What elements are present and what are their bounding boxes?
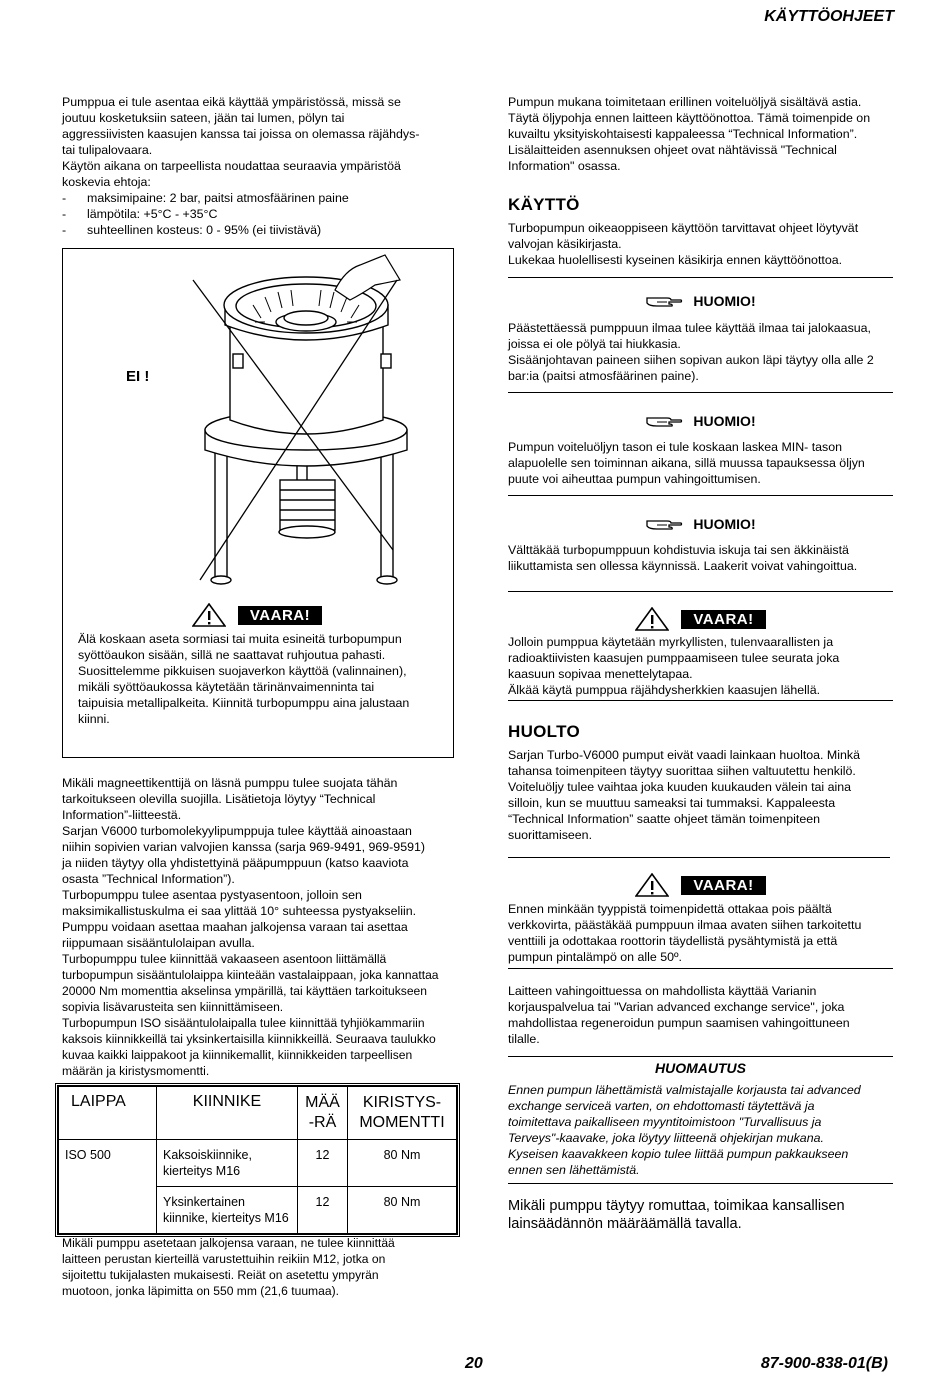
kaytto-heading: KÄYTTÖ [508, 195, 580, 214]
vaara1-text: Jolloin pumppua käytetään myrkyllisten, tulenvaarallisten ja radioaktiivisten kaasujen pumppaamiseen tulee seurata joka kaasuun sopivaa menettelytapaa. Älkää käytä pumppua räjähdysherkkien kaasujen lähellä. [508, 635, 840, 697]
table-header: KIRISTYS- MOMENTTI [348, 1087, 457, 1140]
table-header: LAIPPA [59, 1087, 157, 1140]
disposal-text: Mikäli pumppu täytyy romuttaa, toimikaa kansallisen lainsäädännön määräämällä tavalla. [508, 1198, 845, 1232]
page-number: 20 [465, 1355, 483, 1372]
document-code: 87-900-838-01(B) [760, 1355, 888, 1372]
table-cell: Yksinkertainen kiinnike, kierteitys M16 [157, 1187, 298, 1234]
divider [508, 277, 893, 278]
huomio-heading: HUOMIO! [508, 290, 893, 312]
vaara2-text: Ennen minkään tyyppistä toimenpidettä ottakaa pois päältä verkkovirta, päästäkää pumppuun ilmaa avaten siihen tarkoitettu venttiili ja odottakaa roottorin täydellistä pysähtymistä ja että pumpun pintalämpö on alle 50º. [508, 902, 862, 964]
right-intro: Pumpun mukana toimitetaan erillinen voiteluöljyä sisältävä astia. Täytä öljypohja ennen laitteen käyttöönottoa. Tämä toimenpide on kuvailtu yksityiskohtaisesti kappaleessa “Technical Information”. Lisälaitteiden asennuksen ohjeet ovat nähtävissä "Technical Information" osassa. [508, 95, 871, 173]
flange-table-wrapper [55, 1083, 460, 1237]
divider [508, 700, 893, 701]
divider [508, 591, 893, 592]
huolto-heading: HUOLTO [508, 722, 580, 741]
table-cell: 80 Nm [348, 1140, 457, 1187]
kaytto-text: Turbopumpun oikeaoppiseen käyttöön tarvittavat ohjeet löytyvät valvojan käsikirjasta. Lukekaa huolellisesti kyseinen käsikirja ennen käyttöönottoa. [508, 221, 859, 267]
right-vaara-heading [508, 607, 893, 631]
pump-leg [381, 450, 393, 580]
note2-text: Pumpun voiteluöljyn tason ei tule koskaan laskea MIN- tason alapuolelle sen toiminnan aikana, sillä muussa tapauksessa öljyn puute voi aiheuttaa pumpun vahingoittumisen. [508, 440, 865, 486]
huomautus-heading: HUOMAUTUS [655, 1060, 746, 1076]
divider [508, 1056, 893, 1057]
pointing-hand-icon [645, 292, 683, 310]
table-cell: 80 Nm [348, 1187, 457, 1234]
divider [508, 392, 893, 393]
table-cell: ISO 500 [59, 1140, 157, 1187]
left-body-text: Mikäli magneettikenttijä on läsnä pumppu tulee suojata tähän tarkoitukseen olevilla suojilla. Lisätietoja löytyy “Technical Information”-liitteestä. Sarjan V6000 turbomolekyylipumppuja tulee käyttää ainoastaan niihin sopivien varian valvojien kanssa (sarja 969-9491, 969-9591) ja niiden täytyy olla yhdistettyinä pääpumppuun (katso kaaviota osasta ”Technical Information”). Turbopumppu tulee asentaa pystyasentoon, jolloin sen maksimikallistuskulma ei saa ylittää 10° suhteessa pystyakseliin. Pumppu voidaan asettaa maahan jalkojensa varaan tai asettaa riippumaan sisääntulolaipan avulla. [62, 776, 425, 950]
divider [508, 495, 893, 496]
warning-triangle-icon [192, 603, 226, 627]
table-row [59, 1187, 457, 1234]
warning-triangle-icon [635, 873, 669, 897]
vaara-badge: VAARA! [681, 610, 765, 629]
left-body-text-small: Turbopumppu tulee kiinnittää vakaaseen asentoon liittämällä turbopumpun sisääntulolaippa kiinteään vastalaippaan, joka kannattaa 20000 Nm momenttia akselinsa ympärillä, tai käyttäen tarkoitukseen sopivia lisävarusteita sen kiinnittämiseen. Turbopumpun ISO sisääntulolaipalla tulee kiinnittää tyhjiökammariin kaksois kiinnikkeillä tai yksinkertaisilla kiinnikkeillä. Seuraava taulukko kuvaa kaikki laippakoot ja kiinnikemallit, kiinnikkeiden tarpeellisen määrän ja kiristysmomentti. [62, 952, 439, 1078]
huomio-heading: HUOMIO! [508, 410, 893, 432]
table-header: KIINNIKE [157, 1087, 298, 1140]
divider [508, 968, 893, 969]
pump-leg [215, 450, 227, 580]
turbopump-illustration [185, 250, 425, 590]
note3-text: Välttäkää turbopumppuun kohdistuvia iskuja tai sen äkkinäistä liikuttamista sen ollessa käynnissä. Laakerit voivat vahingoittua. [508, 543, 858, 573]
left-intro: Pumppua ei tule asentaa eikä käyttää ympäristössä, missä se joutuu kosketuksiin sateen, jään tai lumen, pölyn tai aggressiivisten kaasujen kanssa tai joissa on olemassa räjähdys- tai tulipalovaara. Käytön aikana on tarpeellista noudattaa seuraavia ympäristöä koskevia ehtoja: [62, 95, 420, 189]
vaara-badge: VAARA! [681, 876, 765, 895]
flange-table [58, 1086, 457, 1234]
left-vaara-text: Älä koskaan aseta sormiasi tai muita esineitä turbopumpun syöttöaukon sisään, sillä ne saattavat ruhjoutua pahasti. Suosittelemme pikkuisen suojaverkon käyttöä (valinnainen), mikäli syöttöaukossa käytetään tärinänvaimenninta tai taipuisia metallipalkeita. Kiinnitä turbopumppu aina jalustaan kiinni. [78, 632, 410, 726]
table-cell: Kaksoiskiinnike, kierteitys M16 [157, 1140, 298, 1187]
service-text: Laitteen vahingoittuessa on mahdollista käyttää Varianin korjauspalvelua tai "Varian advanced exchange service", joka mahdollistaa regeneroidun pumpun saamisen vahingoittuneen tilalle. [508, 984, 850, 1046]
table-cell: 12 [298, 1140, 348, 1187]
header-title: KÄYTTÖOHJEET [764, 8, 894, 25]
pointing-hand-icon [645, 515, 683, 533]
divider [508, 1183, 893, 1184]
right-vaara-heading-2 [508, 873, 893, 897]
table-cell [59, 1187, 157, 1234]
note1-text: Päästettäessä pumppuun ilmaa tulee käyttää ilmaa tai jalokaasua, joissa ei ole pölyä tai hiukkasia. Sisäänjohtavan paineen siihen sopivan aukon läpi täytyy olla alle 2 bar:ia (paitsi atmosfäärinen paine). [508, 321, 874, 383]
table-header: MÄÄ -RÄ [298, 1087, 348, 1140]
table-cell: 12 [298, 1187, 348, 1234]
figure-label: EI ! [126, 368, 150, 385]
huomio-heading: HUOMIO! [508, 513, 893, 535]
warning-triangle-icon [635, 607, 669, 631]
huomautus-text: Ennen pumpun lähettämistä valmistajalle korjausta tai advanced exchange serviceä varten, on ehdottomasti täytettävä ja toimitettava paikalliseen myyntitoimistoon "Turvallisuus ja Terveys"-kaavake, joka löytyy liitteenä ohjekirjan mukana. Kyseisen kaavakkeen kopio tulee liittää pumpun pakkaukseen ennen sen lähettämistä. [508, 1083, 861, 1177]
vaara-badge: VAARA! [238, 606, 322, 625]
left-vaara-heading [62, 603, 452, 627]
huolto-text: Sarjan Turbo-V6000 pumput eivät vaadi lainkaan huoltoa. Minkä tahansa toimenpiteen täytyy suorittaa siihen valtuutettu henkilö. Voiteluöljy tulee vaihtaa joka kuuden kuukauden välein tai aina silloin, kun se muuttuu sameaksi tai tummaksi. Kappaleesta “Technical Information” saatte ohjeet tämän toimenpiteen suorittamiseen. [508, 748, 860, 842]
left-after-text: Mikäli pumppu asetetaan jalkojensa varaan, ne tulee kiinnittää laitteen perustan kierteillä varustettuihin reikiin M12, jotka on sijoitettu tukijalasten mukaisesti. Reiät on asetettu ympyrän muotoon, jonka läpimitta on 550 mm (21,6 tuumaa). [62, 1236, 395, 1298]
divider [508, 857, 890, 858]
pointing-hand-icon [645, 412, 683, 430]
environment-conditions-list: - maksimipaine: 2 bar, paitsi atmosfäärinen paine - lämpötila: +5°C - +35°C - suhteellinen kosteus: 0 - 95% (ei tiivistävä) [62, 191, 349, 237]
table-row [59, 1140, 457, 1187]
